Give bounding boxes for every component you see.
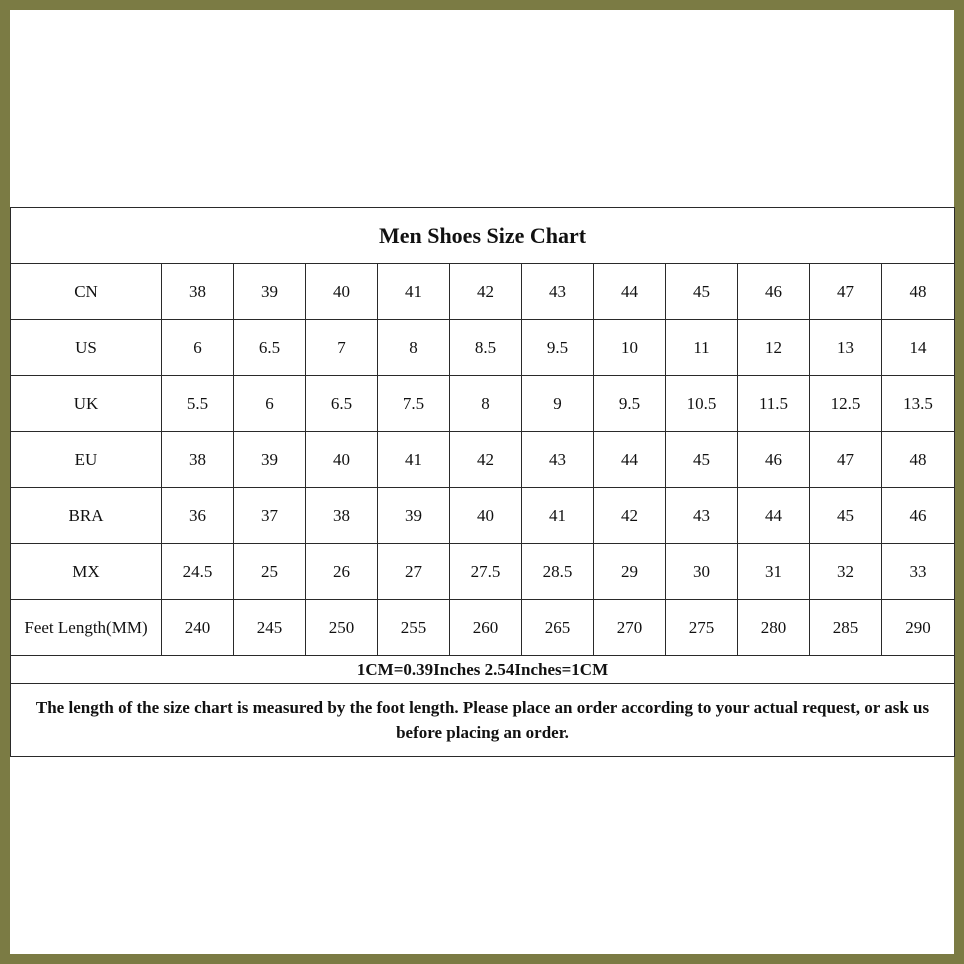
row-label: UK <box>11 376 162 432</box>
row-label: EU <box>11 432 162 488</box>
size-row-eu <box>11 432 955 488</box>
size-cell: 38 <box>162 432 234 488</box>
size-cell: 44 <box>594 264 666 320</box>
size-cell: 11 <box>666 320 738 376</box>
size-cell: 38 <box>162 264 234 320</box>
size-cell: 47 <box>810 264 882 320</box>
size-cell: 12.5 <box>810 376 882 432</box>
size-cell: 44 <box>738 488 810 544</box>
row-label: BRA <box>11 488 162 544</box>
conversion-row <box>11 656 955 684</box>
size-cell: 41 <box>378 264 450 320</box>
size-cell: 40 <box>450 488 522 544</box>
size-cell: 46 <box>738 432 810 488</box>
size-cell: 44 <box>594 432 666 488</box>
size-cell: 48 <box>882 432 955 488</box>
size-cell: 24.5 <box>162 544 234 600</box>
size-row-feet-length-mm <box>11 600 955 656</box>
size-cell: 41 <box>522 488 594 544</box>
size-cell: 7.5 <box>378 376 450 432</box>
size-cell: 6.5 <box>234 320 306 376</box>
size-cell: 9.5 <box>594 376 666 432</box>
chart-title: Men Shoes Size Chart <box>11 208 955 264</box>
size-cell: 8 <box>450 376 522 432</box>
size-cell: 14 <box>882 320 955 376</box>
size-cell: 42 <box>450 432 522 488</box>
size-row-mx <box>11 544 955 600</box>
size-cell: 260 <box>450 600 522 656</box>
size-cell: 45 <box>810 488 882 544</box>
size-cell: 6 <box>234 376 306 432</box>
size-cell: 26 <box>306 544 378 600</box>
size-cell: 30 <box>666 544 738 600</box>
size-row-bra <box>11 488 955 544</box>
size-cell: 12 <box>738 320 810 376</box>
size-cell: 39 <box>234 432 306 488</box>
size-cell: 13.5 <box>882 376 955 432</box>
row-label: Feet Length(MM) <box>11 600 162 656</box>
disclaimer-text: The length of the size chart is measured by the foot length. Please place an order according to your actual request, or ask us before placing an order. <box>11 684 955 757</box>
size-cell: 45 <box>666 432 738 488</box>
size-cell: 42 <box>594 488 666 544</box>
size-cell: 10 <box>594 320 666 376</box>
size-cell: 8 <box>378 320 450 376</box>
size-cell: 37 <box>234 488 306 544</box>
size-cell: 29 <box>594 544 666 600</box>
size-cell: 28.5 <box>522 544 594 600</box>
size-cell: 39 <box>378 488 450 544</box>
size-cell: 33 <box>882 544 955 600</box>
size-cell: 40 <box>306 432 378 488</box>
row-label: CN <box>11 264 162 320</box>
size-cell: 46 <box>882 488 955 544</box>
size-cell: 8.5 <box>450 320 522 376</box>
size-cell: 43 <box>666 488 738 544</box>
size-cell: 6 <box>162 320 234 376</box>
size-cell: 38 <box>306 488 378 544</box>
size-chart-canvas <box>10 10 954 954</box>
size-row-us <box>11 320 955 376</box>
size-row-uk <box>11 376 955 432</box>
size-cell: 270 <box>594 600 666 656</box>
size-cell: 10.5 <box>666 376 738 432</box>
disclaimer-row <box>11 684 955 757</box>
size-cell: 265 <box>522 600 594 656</box>
size-cell: 240 <box>162 600 234 656</box>
size-cell: 245 <box>234 600 306 656</box>
row-label: MX <box>11 544 162 600</box>
size-cell: 31 <box>738 544 810 600</box>
size-cell: 280 <box>738 600 810 656</box>
size-cell: 40 <box>306 264 378 320</box>
size-cell: 39 <box>234 264 306 320</box>
title-row <box>11 208 955 264</box>
size-cell: 43 <box>522 432 594 488</box>
size-cell: 27.5 <box>450 544 522 600</box>
size-cell: 11.5 <box>738 376 810 432</box>
size-cell: 36 <box>162 488 234 544</box>
size-cell: 275 <box>666 600 738 656</box>
size-cell: 285 <box>810 600 882 656</box>
size-cell: 7 <box>306 320 378 376</box>
row-label: US <box>11 320 162 376</box>
size-cell: 9 <box>522 376 594 432</box>
size-cell: 25 <box>234 544 306 600</box>
size-cell: 255 <box>378 600 450 656</box>
size-cell: 48 <box>882 264 955 320</box>
size-cell: 43 <box>522 264 594 320</box>
size-row-cn <box>11 264 955 320</box>
size-cell: 42 <box>450 264 522 320</box>
size-cell: 47 <box>810 432 882 488</box>
size-cell: 13 <box>810 320 882 376</box>
size-cell: 250 <box>306 600 378 656</box>
size-cell: 46 <box>738 264 810 320</box>
size-cell: 5.5 <box>162 376 234 432</box>
size-cell: 27 <box>378 544 450 600</box>
conversion-note: 1CM=0.39Inches 2.54Inches=1CM <box>11 656 955 684</box>
size-cell: 290 <box>882 600 955 656</box>
size-cell: 32 <box>810 544 882 600</box>
size-chart-table <box>10 207 955 757</box>
size-cell: 45 <box>666 264 738 320</box>
size-cell: 41 <box>378 432 450 488</box>
size-cell: 6.5 <box>306 376 378 432</box>
size-cell: 9.5 <box>522 320 594 376</box>
